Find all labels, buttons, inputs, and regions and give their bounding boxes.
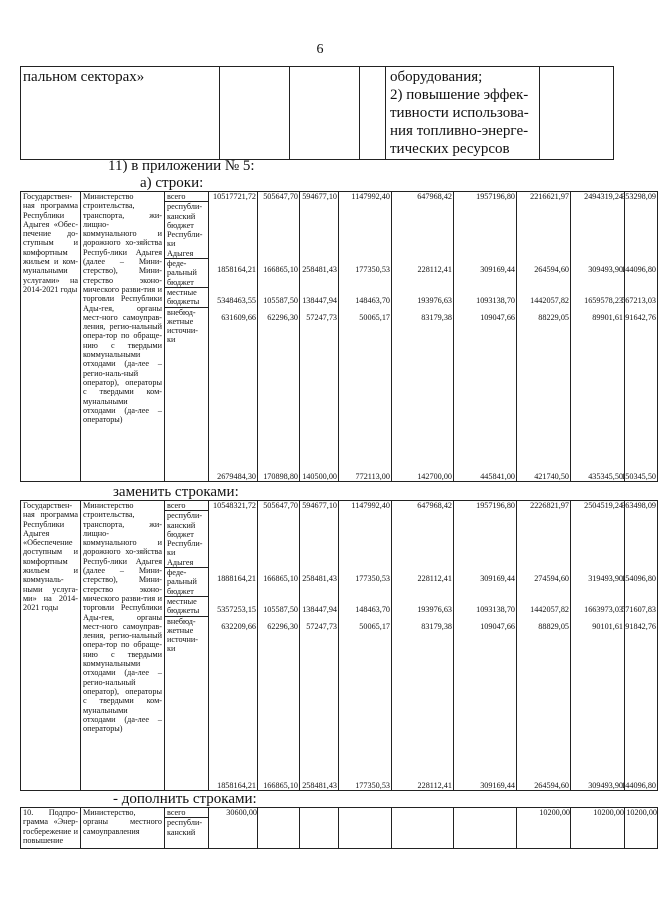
amount-total [300,808,339,849]
amount-total [258,808,300,849]
source-republic-label: республи- [167,202,203,212]
amount-extra: 142700,00 [417,471,452,481]
amount-federal: 193976,63 [417,605,452,614]
amount-republic: 319493,90 [588,574,623,583]
amount-local: 109047,66 [480,622,515,631]
amount-total: 10517721,72 [213,192,256,201]
amount-local: 631609,66 [221,313,256,322]
amount-total: 1957196,80 [476,501,515,510]
amount-total: 1147992,40 [351,501,390,510]
amount-republic: 166865,10 [263,574,298,583]
amount-republic: 309169,44 [480,574,515,583]
continuation-table [20,66,614,160]
amount-total: 647968,42 [417,192,452,201]
measure-line: тических ресурсов [390,141,510,157]
amount-republic: 228112,41 [417,574,452,583]
amount-total: 505647,70 [263,501,298,510]
source-extra-label: ки [167,335,176,345]
amount-column [517,192,571,482]
amount-local: 62296,30 [267,313,298,322]
amount-extra: 309169,44 [480,780,515,790]
source-extra-label: источни- [167,635,198,645]
amount-total: 30600,00 [209,808,258,849]
source-republic-label: бюджет [167,220,194,230]
source-federal-label: феде- [167,568,187,578]
source-local-label: бюджеты [167,297,200,307]
heading-item-11: 11) в приложении № 5: [108,158,255,174]
source-republic-label: республи- [167,818,203,828]
amount-republic: 177350,53 [355,574,390,583]
amount-extra: 150345,50 [621,471,656,481]
amount-total [454,808,517,849]
amount-column [571,192,625,482]
funding-source-cell [165,501,209,791]
amount-extra: 1858164,21 [217,780,256,790]
source-republic-label: Республи- [167,230,203,240]
amount-extra: 309493,90 [588,780,623,790]
amount-total: 953298,09 [621,192,656,201]
source-total-label: всего [167,808,186,817]
amount-column [392,501,454,791]
amount-local: 90101,61 [592,622,623,631]
amount-column [209,501,258,791]
amount-local: 632209,66 [221,622,256,631]
amount-federal: 138447,94 [302,605,337,614]
source-republic-label: канский [167,520,196,530]
data-table-added [20,807,658,849]
amount-column [209,192,258,482]
amount-republic: 228112,41 [417,265,452,274]
amount-federal: 1442057,82 [530,296,569,305]
amount-federal: 1093138,70 [476,296,515,305]
source-republic-label: Республи- [167,539,203,549]
measure-line: ния топливно-энергe- [390,123,529,139]
amount-total: 594677,10 [302,501,337,510]
amount-total: 1957196,80 [476,192,515,201]
amount-column [571,501,625,791]
amount-total: 505647,70 [263,192,298,201]
amount-extra: 258481,43 [302,780,337,790]
source-extra-label: внебюд- [167,616,196,626]
amount-extra: 264594,60 [534,780,569,790]
amount-federal: 148463,70 [355,296,390,305]
amount-local: 62296,30 [267,622,298,631]
amount-federal: 105587,50 [263,296,298,305]
amount-column [392,192,454,482]
amount-total: 2494319,24 [584,192,623,201]
amount-total: 10200,00 [625,808,658,849]
funding-source-cell [165,192,209,482]
amount-local: 109047,66 [480,313,515,322]
responsible-cell: Министерство строительства, транспорта, жи-лищно-коммунального и дорожного хо-зяйства Респуб-лики Адыгея (далее – Мини-стерство), Мини-стерство эконо-мического разви-тия и торговли Республики Ады-гея, органы мест-ного самоуправ-ления, регио-нальный опера-тор по обраще-нию с твердыми коммунальными отходами (да-лее – регио-наль-ный оператор), операторы с твердыми ком-мунальными отходами (да-лее – операторы) [81,192,165,482]
responsible-cell: Министерство, органы местного самоуправления [81,808,165,849]
amount-local: 88229,05 [538,313,569,322]
amount-local: 83179,38 [421,622,452,631]
source-extra-label: жетные [167,625,194,635]
responsible-cell: Министерство строительства, транспорта, жи-лищно-коммунального и дорожного хо-зяйства Респуб-лики Адыгея (далее – Мини-стерство), Мини-стерство эконо-мического разви-тия и торговли Республики Ады-гея, органы мест-ного самоуправ-ления, регио-нальный опера-тор по обраще-нию с твердыми коммунальными отходами (да-лее – регио-нальный оператор), операторы с твердыми ком-мунальными отходами (да-лее – операторы) [81,501,165,791]
source-federal-label: ральный [167,268,197,278]
source-federal-label: бюджет [167,586,194,596]
amount-federal: 1659578,23 [584,296,623,305]
amount-extra: 170898,80 [263,471,298,481]
source-republic-label: канский [167,211,196,221]
measure-line: тивности использова- [390,105,529,121]
amount-total: 647968,42 [417,501,452,510]
amount-republic: 166865,10 [263,265,298,274]
measure-line: 2) повышение эффек- [390,87,529,103]
source-extra-label: жетные [167,316,194,326]
amount-column [258,192,300,482]
amount-republic: 264594,60 [534,265,569,274]
amount-total [392,808,454,849]
continuation-cell-measures [386,67,540,160]
amount-republic: 1858164,21 [217,265,256,274]
source-total-label: всего [167,501,186,510]
source-local-label: бюджеты [167,606,200,616]
program-name-cell: Государствен-ная программа Республики Адыгея «Обес-печение до-ступным и комфортным жильем и ком-мунальными услугами» на 2014-2021 годы [21,192,81,482]
amount-republic: 1888164,21 [217,574,256,583]
amount-extra: 2679484,30 [217,471,256,481]
source-republic-label: ки [167,239,176,249]
data-table-original [20,191,658,482]
heading-add-rows: - дополнить строками: [113,791,257,807]
amount-federal: 105587,50 [263,605,298,614]
program-name-cell: Государствен-ная программа Республики Адыгея «Обеспечение доступным и комфортным жильем и коммуналь-ными услуга-ми» на 2014-2021 годы [21,501,81,791]
source-federal-label: феде- [167,259,187,269]
amount-republic: 309493,90 [588,265,623,274]
source-republic-label: канский [167,827,196,837]
source-total-label: всего [167,192,186,201]
amount-federal: 193976,63 [417,296,452,305]
amount-republic: 258481,43 [302,574,337,583]
amount-local: 50065,17 [359,622,390,631]
amount-column [300,192,339,482]
amount-federal: 1093138,70 [476,605,515,614]
amount-total: 10200,00 [517,808,571,849]
source-republic-label: бюджет [167,529,194,539]
source-local-label: местные [167,287,197,297]
amount-column [454,501,517,791]
amount-federal: 1663973,03 [584,605,623,614]
amount-column [621,192,658,482]
amount-extra: 445841,00 [480,471,515,481]
amount-federal: 567213,03 [621,296,656,305]
continuation-cell-sector: пальном секторах» [21,67,220,160]
amount-column [517,501,571,791]
amount-column [454,192,517,482]
amount-column [258,501,300,791]
amount-total: 1147992,40 [351,192,390,201]
source-local-label: местные [167,596,197,606]
amount-republic: 177350,53 [355,265,390,274]
amount-federal: 5357253,15 [217,605,256,614]
amount-column [339,501,392,791]
source-extra-label: внебюд- [167,307,196,317]
amount-federal: 5348463,55 [217,296,256,305]
amount-local: 88829,05 [538,622,569,631]
amount-republic: 144096,80 [621,265,656,274]
amount-extra: 772113,00 [355,471,390,481]
amount-local: 89901,61 [592,313,623,322]
amount-total: 2216621,97 [530,192,569,201]
amount-column [300,501,339,791]
amount-extra: 144096,80 [621,780,656,790]
amount-extra: 228112,41 [417,780,452,790]
amount-total [339,808,392,849]
source-republic-label: республи- [167,511,203,521]
amount-local: 57247,73 [306,622,337,631]
source-republic-label: ки [167,548,176,558]
amount-extra: 177350,53 [355,780,390,790]
page-number: 6 [316,42,324,57]
amount-republic: 309169,44 [480,265,515,274]
amount-federal: 138447,94 [302,296,337,305]
amount-column [621,501,658,791]
source-republic-label: Адыгея [167,557,194,567]
source-extra-label: ки [167,644,176,654]
amount-total: 2226821,97 [530,501,569,510]
amount-local: 83179,38 [421,313,452,322]
source-federal-label: бюджет [167,277,194,287]
amount-total: 10200,00 [571,808,625,849]
amount-federal: 148463,70 [355,605,390,614]
amount-local: 50065,17 [359,313,390,322]
amount-republic: 258481,43 [302,265,337,274]
amount-total: 594677,10 [302,192,337,201]
amount-federal: 1442057,82 [530,605,569,614]
subprogram-name-cell: 10. Подпро-грамма «Энер-госбережение и повышение [21,808,81,849]
source-extra-label: источни- [167,326,198,336]
source-republic-label: Адыгея [167,248,194,258]
amount-local: 57247,73 [306,313,337,322]
amount-column [339,192,392,482]
amount-extra: 421740,50 [534,471,569,481]
amount-republic: 274594,60 [534,574,569,583]
funding-source-cell [165,808,209,849]
data-table-replacement [20,500,658,791]
source-federal-label: ральный [167,577,197,587]
amount-total: 963498,09 [621,501,656,510]
measure-line: оборудования; [390,69,483,85]
heading-rows: а) строки: [140,175,204,191]
amount-federal: 571607,83 [621,605,656,614]
amount-local: 91642,76 [625,313,656,322]
heading-replace: заменить строками: [113,484,239,500]
amount-extra: 435345,50 [588,471,623,481]
amount-total: 2504519,24 [584,501,623,510]
amount-total: 10548321,72 [213,501,256,510]
amount-local: 91842,76 [625,622,656,631]
amount-extra: 166865,10 [263,780,298,790]
amount-extra: 140500,00 [302,471,337,481]
amount-republic: 154096,80 [621,574,656,583]
